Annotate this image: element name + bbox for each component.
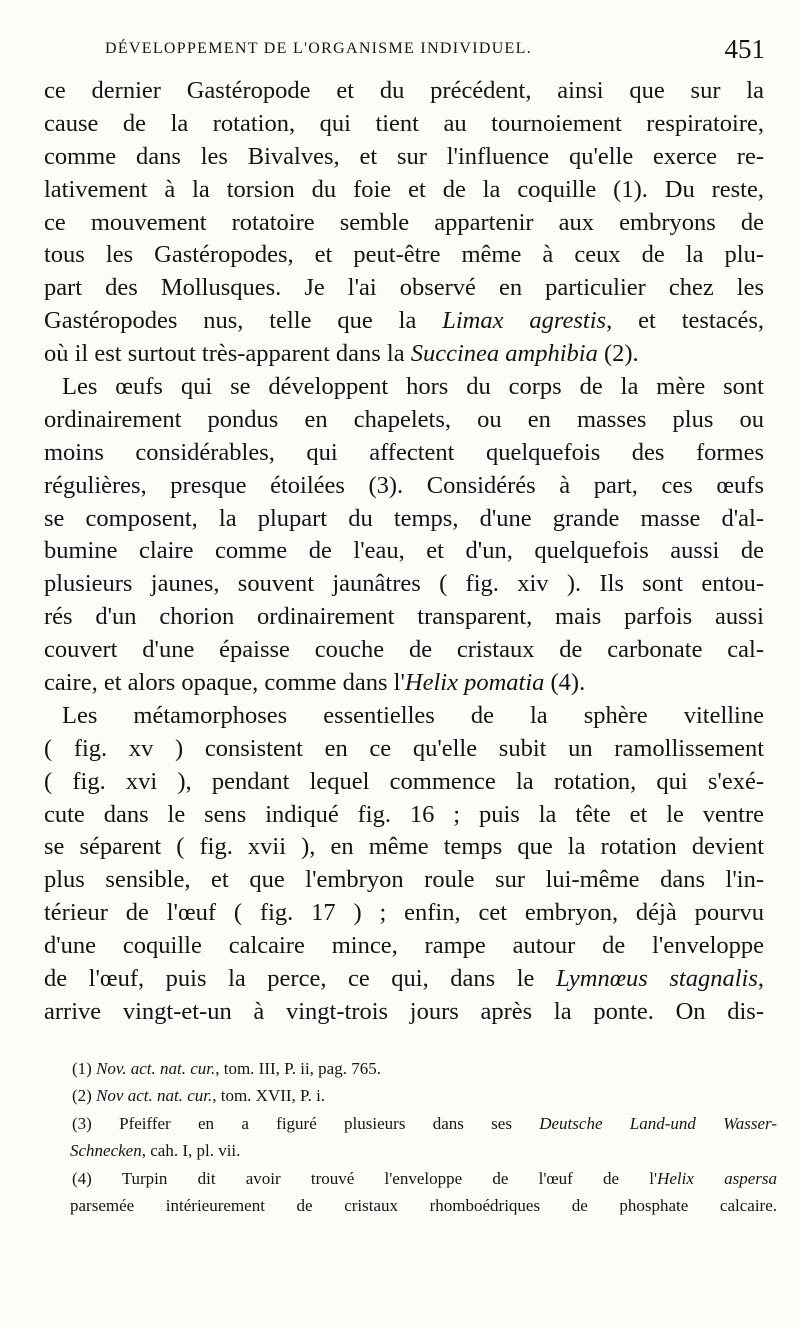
text-line [44, 437, 764, 470]
text-run: ordinairement pondus en chapelets, ou en masses plus ou [44, 405, 764, 433]
footnote-line [72, 1082, 777, 1109]
running-title: DÉVELOPPEMENT DE L'ORGANISME INDIVIDUEL. [105, 40, 532, 57]
text-line [44, 996, 764, 1029]
italic-text: Succinea amphibia [410, 340, 598, 368]
text-run: , et testacés, [606, 307, 765, 335]
text-line [44, 503, 764, 536]
footnote-line [70, 1137, 777, 1164]
footnote-line [72, 1165, 777, 1192]
text-run: arrive vingt-et-un à vingt-trois jours après la ponte. On dis- [44, 997, 764, 1025]
text-line [44, 634, 764, 667]
text-run: ce mouvement rotatoire semble appartenir aux embryons de [44, 208, 764, 236]
text-run: , tom. III, P. ii, pag. 765. [215, 1059, 381, 1078]
text-run: parsemée intérieurement de cristaux rhomboédriques de phosphate calcaire. [70, 1195, 777, 1215]
text-run: térieur de l'œuf ( fig. 17 ) ; enfin, cet embryon, déjà pourvu [44, 899, 764, 927]
text-run: cause de la rotation, qui tient au tournoiement respiratoire, [44, 109, 764, 137]
text-run: cute dans le sens indiqué fig. 16 ; puis la tête et le ventre [44, 800, 764, 828]
text-line [44, 963, 764, 996]
text-run: , [757, 965, 764, 993]
footnote-line [72, 1110, 777, 1137]
italic-text: Deutsche Land-und Wasser- [539, 1113, 777, 1133]
main-text [44, 75, 764, 1029]
text-line [44, 733, 764, 766]
text-run: rés d'un chorion ordinairement transparent, mais parfois aussi [44, 603, 764, 631]
italic-text: Limax agrestis [442, 307, 607, 335]
text-run: comme dans les Bivalves, et sur l'influence qu'elle exerce re- [44, 142, 764, 170]
italic-text: Helix aspersa [657, 1168, 777, 1188]
text-run: ( fig. xvi ), pendant lequel commence la rotation, qui s'exé- [44, 767, 764, 795]
text-run: (4) Turpin dit avoir trouvé l'enveloppe de l'œuf de l' [72, 1168, 658, 1188]
text-run: caire, et alors opaque, comme dans l' [44, 669, 405, 697]
italic-text: Schnecken [70, 1141, 142, 1161]
text-line [44, 207, 764, 240]
text-line [44, 930, 764, 963]
text-line [44, 141, 764, 174]
text-line [44, 864, 764, 897]
text-run: couvert d'une épaisse couche de cristaux de carbonate cal- [44, 636, 764, 664]
running-header [105, 34, 765, 66]
italic-text: Lymnœus stagnalis [555, 965, 758, 993]
text-run: (4). [544, 669, 586, 697]
text-run: moins considérables, qui affectent quelquefois des formes [44, 438, 764, 466]
text-run: plusieurs jaunes, souvent jaunâtres ( fig. xiv ). Ils sont entou- [44, 570, 764, 598]
text-line [44, 239, 764, 272]
text-line [44, 75, 764, 108]
italic-text: Nov. act. nat. cur. [96, 1059, 216, 1078]
text-run: ce dernier Gastéropode et du précédent, ainsi que sur la [44, 77, 764, 104]
text-run: , tom. XVII, P. i. [212, 1086, 326, 1106]
text-run: se composent, la plupart du temps, d'une grande masse d'al- [44, 504, 764, 532]
text-run: ( fig. xv ) consistent en ce qu'elle subit un ramollissement [44, 734, 764, 762]
text-line [44, 338, 764, 371]
text-run: (1) [72, 1059, 97, 1078]
text-run: (3) Pfeiffer en a figuré plusieurs dans ses [72, 1113, 540, 1133]
text-line [44, 700, 764, 733]
italic-text: Helix pomatia [404, 669, 545, 697]
text-run: régulières, presque étoilées (3). Considérés à part, ces œufs [44, 471, 764, 499]
text-line [44, 272, 764, 305]
text-line [44, 568, 764, 601]
text-run: (2) [72, 1086, 97, 1106]
italic-text: Nov act. nat. cur. [96, 1086, 213, 1106]
text-line [44, 601, 764, 634]
text-run: bumine claire comme de l'eau, et d'un, quelquefois aussi de [44, 537, 764, 565]
text-line [44, 799, 764, 832]
text-line [44, 766, 764, 799]
text-run: où il est surtout très-apparent dans la [44, 340, 411, 368]
text-run: , cah. I, pl. vii. [141, 1141, 241, 1161]
page-number: 451 [724, 34, 765, 64]
text-line [44, 305, 764, 338]
text-line [44, 535, 764, 568]
text-line [44, 897, 764, 930]
text-line [44, 174, 764, 207]
text-line [44, 404, 764, 437]
text-run: part des Mollusques. Je l'ai observé en particulier chez les [44, 274, 764, 302]
footnotes [72, 1055, 777, 1219]
text-run: d'une coquille calcaire mince, rampe autour de l'enveloppe [44, 932, 764, 960]
text-run: plus sensible, et que l'embryon roule sur lui-même dans l'in- [44, 866, 764, 894]
text-line [44, 831, 764, 864]
text-run: tous les Gastéropodes, et peut-être même à ceux de la plu- [44, 241, 764, 269]
footnote-line [70, 1192, 777, 1219]
text-run: Les métamorphoses essentielles de la sphère vitelline [62, 701, 764, 729]
text-run: Les œufs qui se développent hors du corps de la mère sont [62, 373, 764, 401]
text-line [44, 371, 764, 404]
footnote-line [72, 1055, 777, 1082]
text-run: (2). [597, 340, 639, 368]
text-run: de l'œuf, puis la perce, ce qui, dans le [44, 965, 556, 993]
text-line [44, 667, 764, 700]
text-line [44, 470, 764, 503]
text-run: se séparent ( fig. xvii ), en même temps que la rotation devient [44, 833, 764, 861]
text-run: Gastéropodes nus, telle que la [44, 307, 443, 335]
text-line [44, 108, 764, 141]
text-run: lativement à la torsion du foie et de la coquille (1). Du reste, [44, 175, 764, 203]
